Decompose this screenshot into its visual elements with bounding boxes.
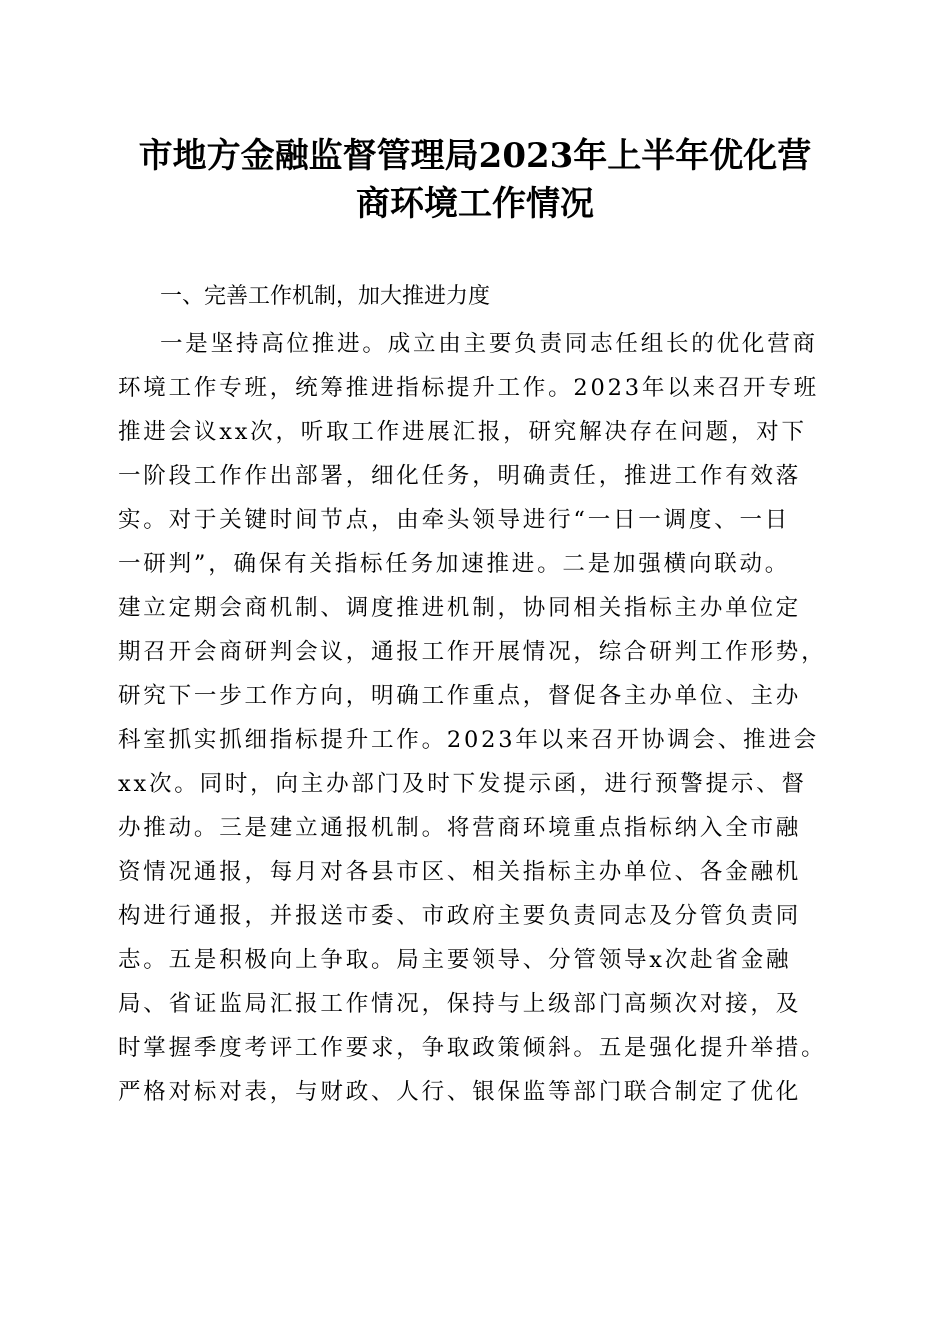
body-line: 研究下一步工作方向，明确工作重点，督促各主办单位、主办 [118,683,802,709]
body-line: 办推动。三是建立通报机制。将营商环境重点指标纳入全市融 [118,815,802,841]
body-line: 期召开会商研判会议，通报工作开展情况，综合研判工作形势， [118,639,827,665]
body-line: 实。对于关键时间节点，由牵头领导进行“一日一调度、一日 [118,507,791,533]
body-line: 构进行通报，并报送市委、市政府主要负责同志及分管负责同 [118,903,802,929]
body-line: 局、省证监局汇报工作情况，保持与上级部门高频次对接，及 [118,991,802,1017]
body-line: 严格对标对表，与财政、人行、银保监等部门联合制定了优化 [118,1079,802,1105]
body-line: 时掌握季度考评工作要求，争取政策倾斜。五是强化提升举措。 [118,1035,827,1061]
title-line-2: 商环境工作情况 [356,184,594,224]
title-line-1: 市地方金融监督管理局2023年上半年优化营 [138,136,812,176]
body-paragraph [118,322,838,1114]
body-line: 一研判”，确保有关指标任务加速推进。二是加强横向联动。 [118,551,791,577]
body-line: 志。五是积极向上争取。局主要领导、分管领导x次赴省金融 [118,947,792,973]
body-line: 建立定期会商机制、调度推进机制，协同相关指标主办单位定 [118,595,802,621]
body-line: 科室抓实抓细指标提升工作。2023年以来召开协调会、推进会 [118,727,819,753]
document-title [0,132,950,228]
body-line: 推进会议xx次，听取工作进展汇报，研究解决存在问题，对下 [118,419,807,445]
body-line: 环境工作专班，统筹推进指标提升工作。2023年以来召开专班 [118,375,819,401]
body-line: xx次。同时，向主办部门及时下发提示函，进行预警提示、督 [118,771,807,797]
body-line: 一是坚持高位推进。成立由主要负责同志任组长的优化营商 [160,331,818,357]
section-heading: 一、完善工作机制，加大推进力度 [160,284,491,309]
body-line: 一阶段工作作出部署，细化任务，明确责任，推进工作有效落 [118,463,802,489]
body-line: 资情况通报，每月对各县市区、相关指标主办单位、各金融机 [118,859,802,885]
